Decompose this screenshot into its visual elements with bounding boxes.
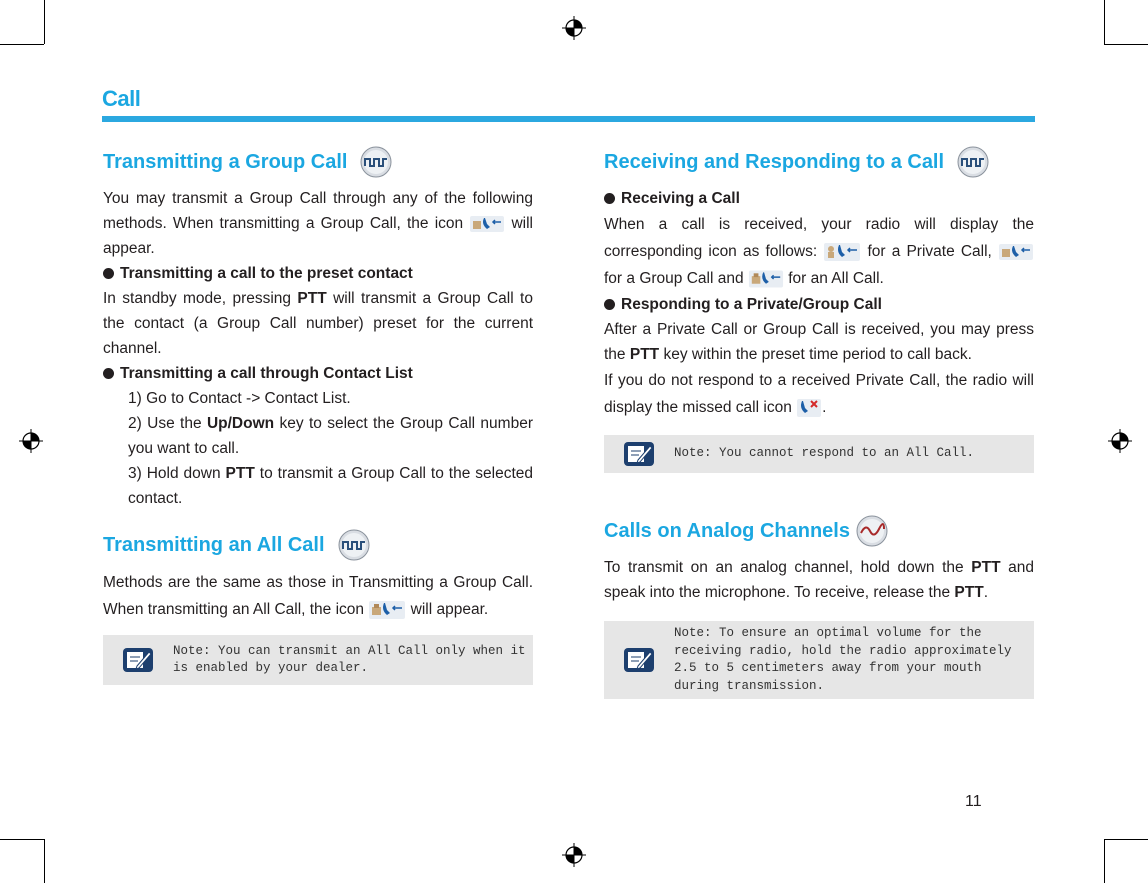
section-title-all-call: Transmitting an All Call [103, 529, 533, 561]
preset-contact-text: In standby mode, pressing PTT will transmit a Group Call to the contact (a Group Call number) preset for the current channel. [103, 290, 533, 357]
crop-mark [44, 0, 45, 44]
note-icon [122, 647, 154, 673]
page-title: Call [102, 86, 141, 111]
bullet-contact-list: Transmitting a call through Contact List [103, 361, 533, 386]
crop-mark [1104, 44, 1148, 45]
digital-channel-icon [359, 146, 393, 178]
digital-channel-icon [956, 146, 990, 178]
group-call-icon [469, 214, 505, 234]
missed-call-icon [796, 397, 822, 419]
digital-channel-icon [337, 529, 371, 561]
registration-mark-icon [1107, 428, 1133, 454]
all-call-icon [368, 599, 406, 621]
note-all-call: Note: You can transmit an All Call only when it is enabled by your dealer. [103, 635, 533, 685]
group-call-icon [998, 242, 1034, 262]
crop-mark [0, 839, 44, 840]
missed-call-text: If you do not respond to a received Private Call, the radio will display the missed call icon . [604, 367, 1034, 421]
crop-mark [0, 44, 44, 45]
right-column [604, 146, 1034, 699]
note-icon [623, 441, 655, 467]
crop-mark [44, 839, 45, 883]
header-rule [102, 116, 1035, 122]
analog-text: To transmit on an analog channel, hold down the PTT and speak into the microphone. To receive, release the PTT. [604, 559, 1035, 601]
group-call-intro: You may transmit a Group Call through any of the following methods. When transmitting a Group Call, the icon will appear. [103, 190, 533, 257]
page-number: 11 [965, 793, 982, 810]
analog-channel-icon [856, 515, 888, 547]
note-analog-volume: Note: To ensure an optimal volume for the receiving radio, hold the radio approximately 2.5 to 5 centimeters away from your mouth during transmission. [604, 621, 1034, 699]
all-call-text: Methods are the same as those in Transmitting a Group Call. When transmitting an All Call, the icon will appear. [103, 569, 533, 623]
note-icon [623, 647, 655, 673]
step-2: 2) Use the Up/Down key to select the Group Call number you want to call. [128, 415, 533, 457]
crop-mark [1104, 839, 1105, 883]
bullet-responding: Responding to a Private/Group Call [604, 292, 1034, 317]
note-all-call-response: Note: You cannot respond to an All Call. [604, 435, 1034, 473]
private-call-icon [823, 241, 861, 263]
section-title-receiving: Receiving and Responding to a Call [604, 146, 1034, 178]
registration-mark-icon [18, 428, 44, 454]
crop-mark [1104, 0, 1105, 44]
section-title-group-call: Transmitting a Group Call [103, 146, 533, 178]
section-title-analog: Calls on Analog Channels [604, 515, 1034, 547]
responding-text: After a Private Call or Group Call is received, you may press the PTT key within the preset time period to call back. [604, 321, 1034, 363]
bullet-receiving: Receiving a Call [604, 186, 1034, 211]
step-3: 3) Hold down PTT to transmit a Group Call to the selected contact. [128, 465, 534, 507]
receiving-text: When a call is received, your radio will display the corresponding icon as follows: for a Private Call, for a Group Call and for an All Call. [604, 211, 1034, 292]
crop-mark [1104, 839, 1148, 840]
step-1: 1) Go to Contact -> Contact List. [128, 390, 351, 407]
registration-mark-icon [561, 15, 587, 41]
left-column [103, 146, 533, 685]
all-call-icon [748, 268, 784, 290]
registration-mark-icon [561, 842, 587, 868]
bullet-preset-contact: Transmitting a call to the preset contact [103, 261, 533, 286]
